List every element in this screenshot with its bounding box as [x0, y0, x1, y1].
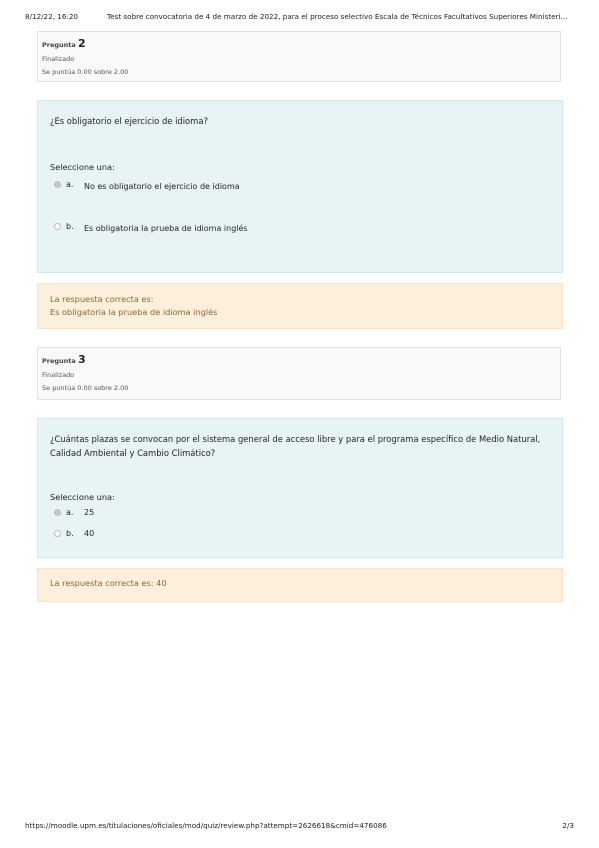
question-info-2 [37, 31, 561, 82]
correct-answer-feedback-3 [37, 568, 563, 602]
option-text: No es obligatorio el ejercicio de idioma [84, 182, 240, 191]
question-label: Pregunta 2 [42, 37, 86, 50]
feedback-line: Es obligatoria la prueba de idioma inglés [50, 306, 218, 317]
feedback-line: La respuesta correcta es: [50, 294, 154, 304]
print-title: Test sobre convocatoria de 4 de marzo de 2022, para el proceso selectivo Escala de Técnicos Facultativos Superiores Ministeri... [107, 12, 568, 21]
option-text: 25 [84, 508, 95, 517]
radio-icon[interactable] [54, 223, 61, 230]
feedback-line: La respuesta correcta es: 40 [50, 578, 167, 588]
question-content-2 [37, 100, 563, 273]
print-header [25, 12, 574, 24]
option-b[interactable]: b. 40 [54, 529, 94, 538]
question-text: ¿Es obligatorio el ejercicio de idioma? [50, 116, 208, 126]
question-score: Se puntúa 0.00 sobre 2.00 [42, 68, 129, 76]
print-footer [25, 821, 574, 833]
select-prompt: Seleccione una: [50, 492, 115, 502]
question-text: ¿Cuántas plazas se convocan por el sistema general de acceso libre y para el programa específico de Medio Natural, Calidad Ambiental y Cambio Climático? [50, 434, 541, 458]
print-url: https://moodle.upm.es/titulaciones/oficiales/mod/quiz/review.php?attempt=2626618&cmid=476086 [25, 821, 387, 830]
option-b[interactable]: b. Es obligatoria la prueba de idioma inglés [54, 222, 248, 233]
radio-selected-icon[interactable] [54, 509, 61, 516]
question-score: Se puntúa 0.00 sobre 2.00 [42, 384, 129, 392]
question-status: Finalizado [42, 371, 75, 379]
question-content-3 [37, 418, 563, 558]
question-number: 2 [78, 37, 86, 50]
question-label: Pregunta 3 [42, 353, 86, 366]
option-text: 40 [84, 529, 95, 538]
radio-selected-icon[interactable] [54, 181, 61, 188]
print-date: 8/12/22, 16:20 [25, 12, 78, 21]
radio-icon[interactable] [54, 530, 61, 537]
question-info-3 [37, 347, 561, 400]
option-a[interactable]: a. No es obligatorio el ejercicio de idioma [54, 180, 240, 191]
select-prompt: Seleccione una: [50, 162, 115, 172]
option-a[interactable]: a. 25 [54, 508, 94, 517]
option-text: Es obligatoria la prueba de idioma inglés [84, 224, 248, 233]
question-number: 3 [78, 353, 86, 366]
correct-answer-feedback-2 [37, 283, 563, 329]
page-number: 2/3 [562, 821, 574, 830]
question-status: Finalizado [42, 55, 75, 63]
